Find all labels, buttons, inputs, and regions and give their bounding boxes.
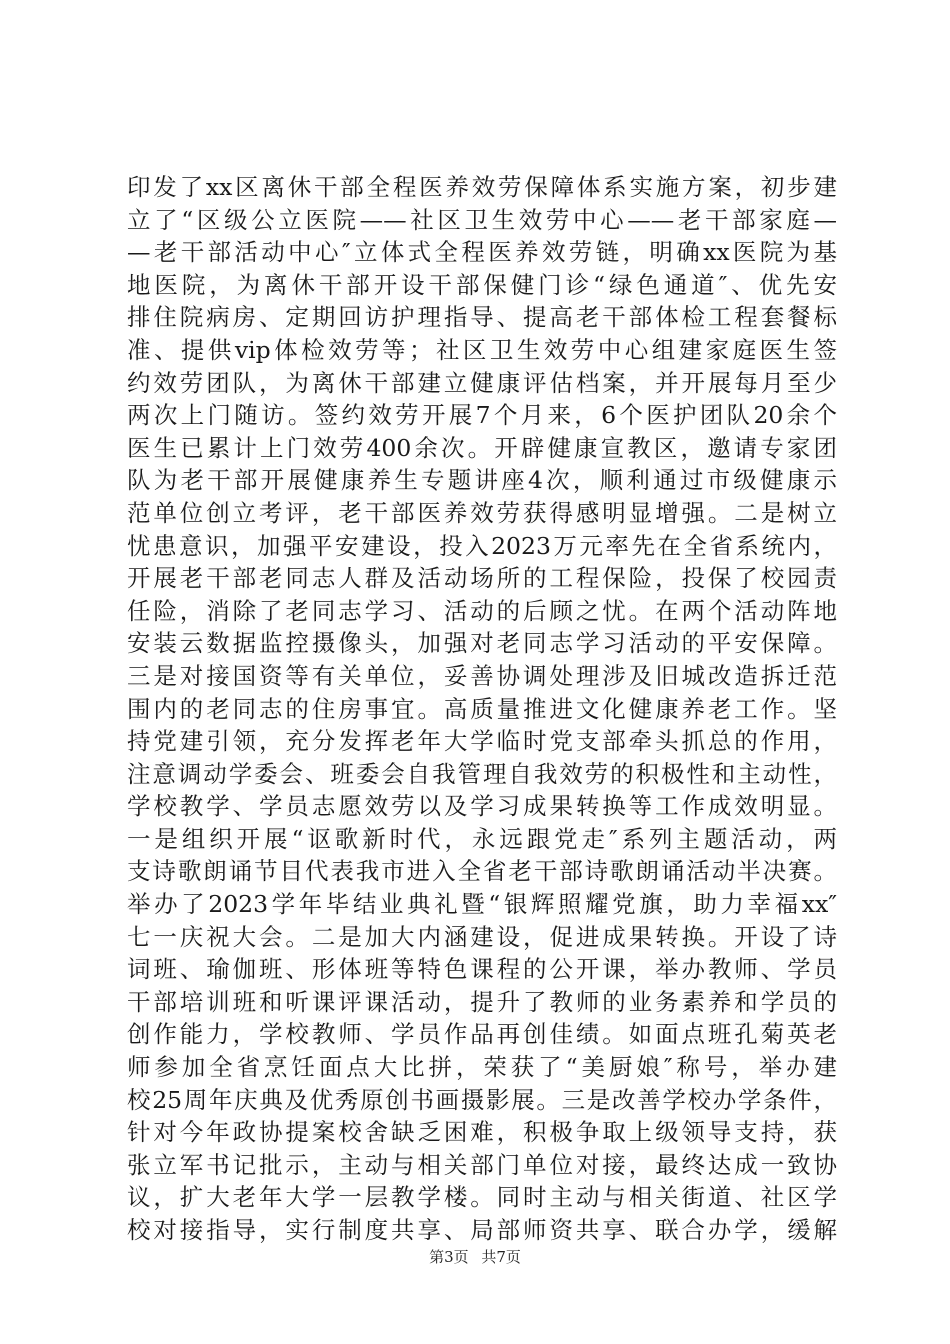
text-line: 准、提供vip体检效劳等；社区卫生效劳中心组建家庭医生签 [127,335,837,364]
text-line: 开展老干部老同志人群及活动场所的工程保险，投保了校园责 [127,564,837,593]
text-line: 张立军书记批示，主动与相关部门单位对接，最终达成一致协 [127,1150,837,1179]
body-paragraph [127,171,837,1247]
text-line: 队为老干部开展健康养生专题讲座4次，顺利通过市级健康示 [127,466,837,495]
text-line: 约效劳团队，为离休干部建立健康评估档案，并开展每月至少 [127,368,837,397]
text-line: 持党建引领，充分发挥老年大学临时党支部牵头抓总的作用， [127,727,837,756]
text-line: 围内的老同志的住房事宜。高质量推进文化健康养老工作。坚 [127,694,837,723]
text-line: 干部培训班和听课评课活动，提升了教师的业务素养和学员的 [127,987,837,1016]
text-line: 创作能力，学校教师、学员作品再创佳绩。如面点班孔菊英老 [127,1020,837,1049]
text-line: 学校教学、学员志愿效劳以及学习成果转换等工作成效明显。 [127,792,837,821]
text-line: —老干部活动中心″立体式全程医养效劳链，明确xx医院为基 [127,238,837,267]
text-line: 范单位创立考评，老干部医养效劳获得感明显增强。二是树立 [127,498,837,527]
text-line: 安装云数据监控摄像头，加强对老同志学习活动的平安保障。 [127,629,837,658]
text-line: 地医院，为离休干部开设干部保健门诊“绿色通道″、优先安 [127,270,837,299]
text-line: 举办了2023学年毕结业典礼暨“银辉照耀党旗，助力幸福xx″ [127,890,837,919]
text-line: 任险，消除了老同志学习、活动的后顾之忧。在两个活动阵地 [127,596,837,625]
text-line: 校25周年庆典及优秀原创书画摄影展。三是改善学校办学条件， [127,1085,837,1114]
text-line: 注意调动学委会、班委会自我管理自我效劳的积极性和主动性， [127,759,837,788]
text-line: 支诗歌朗诵节目代表我市进入全省老干部诗歌朗诵活动半决赛。 [127,857,837,886]
text-line: 师参加全省烹饪面点大比拼，荣获了“美厨娘″称号，举办建 [127,1053,837,1082]
page-footer [0,1247,950,1267]
text-line: 医生已累计上门效劳400余次。开辟健康宣教区，邀请专家团 [127,433,837,462]
text-line: 排住院病房、定期回访护理指导、提高老干部体检工程套餐标 [127,303,837,332]
page-total: 共7页 [481,1248,521,1266]
page-number: 第3页 [429,1248,469,1266]
text-line: 针对今年政协提案校舍缺乏困难，积极争取上级领导支持，获 [127,1118,837,1147]
text-line: 七一庆祝大会。二是加大内涵建设，促进成果转换。开设了诗 [127,922,837,951]
text-line: 两次上门随访。签约效劳开展7个月来，6个医护团队20余个 [127,401,837,430]
text-line: 立了“区级公立医院——社区卫生效劳中心——老干部家庭— [127,205,837,234]
text-line: 三是对接国资等有关单位，妥善协调处理涉及旧城改造拆迁范 [127,661,837,690]
text-line: 印发了xx区离休干部全程医养效劳保障体系实施方案，初步建 [127,173,837,201]
text-line: 校对接指导，实行制度共享、局部师资共享、联合办学，缓解 [127,1216,837,1244]
text-line: 词班、瑜伽班、形体班等特色课程的公开课，举办教师、学员 [127,955,837,984]
text-line: 忧患意识，加强平安建设，投入2023万元率先在全省系统内， [127,531,837,560]
text-line: 议，扩大老年大学一层教学楼。同时主动与相关街道、社区学 [127,1183,837,1212]
text-line: 一是组织开展“讴歌新时代，永远跟党走″系列主题活动，两 [127,824,837,853]
